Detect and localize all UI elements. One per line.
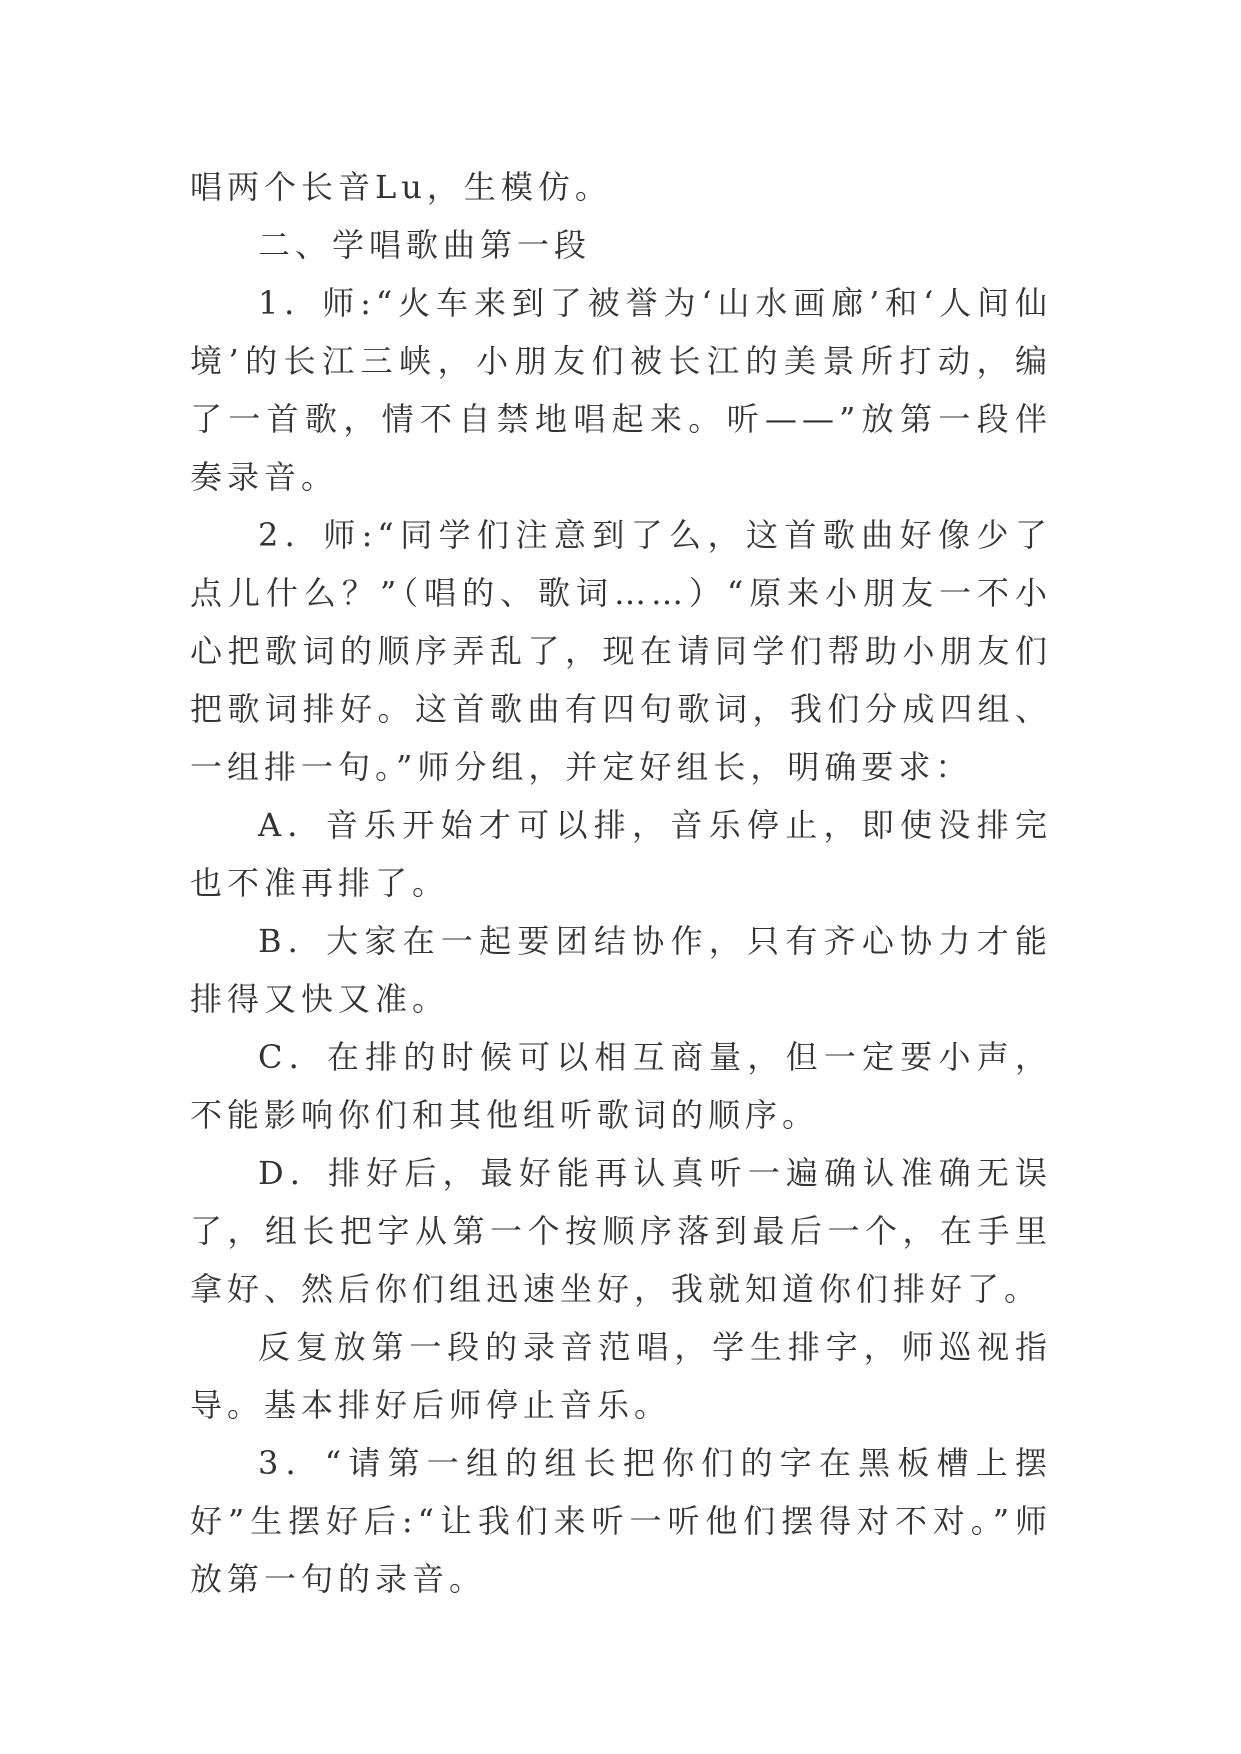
paragraph-continuation: 唱两个长音Lu，生模仿。	[190, 168, 612, 206]
requirement-c: C．在排的时候可以相互商量，但一定要小声，不能影响你们和其他组听歌词的顺序。	[190, 1038, 1052, 1134]
document-body	[190, 158, 1052, 1608]
paragraph-step-1: 1．师:“火车来到了被誉为‘山水画廊’和‘人间仙境’的长江三峡，小朋友们被长江的美景所打动，编了一首歌，情不自禁地唱起来。听——”放第一段伴奏录音。	[190, 284, 1052, 496]
requirement-a: A．音乐开始才可以排，音乐停止，即使没排完也不准再排了。	[190, 806, 1052, 902]
requirement-d: D．排好后，最好能再认真听一遍确认准确无误了，组长把字从第一个按顺序落到最后一个，在手里拿好、然后你们组迅速坐好，我就知道你们排好了。	[190, 1154, 1052, 1308]
section-heading: 二、学唱歌曲第一段	[258, 226, 592, 264]
paragraph-step-2: 2．师:“同学们注意到了么，这首歌曲好像少了点儿什么？”（唱的、歌词……）“原来小朋友一不小心把歌词的顺序弄乱了，现在请同学们帮助小朋友们把歌词排好。这首歌曲有四句歌词，我们分成四组、一组排一句。”师分组，并定好组长，明确要求：	[190, 516, 1052, 786]
paragraph-step-3: 3．“请第一组的组长把你们的字在黑板槽上摆好”生摆好后:“让我们来听一听他们摆得对不对。”师放第一句的录音。	[190, 1444, 1052, 1598]
paragraph-practice: 反复放第一段的录音范唱，学生排字，师巡视指导。基本排好后师停止音乐。	[190, 1328, 1052, 1424]
requirement-b: B．大家在一起要团结协作，只有齐心协力才能排得又快又准。	[190, 922, 1052, 1018]
